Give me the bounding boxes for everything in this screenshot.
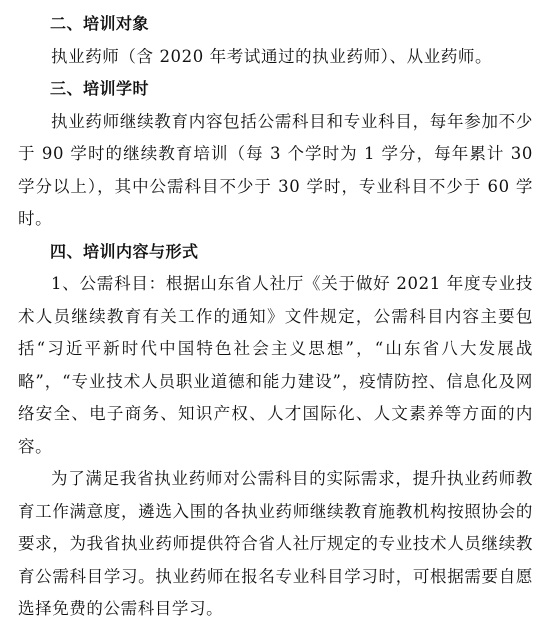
paragraph-training-hours: 执业药师继续教育内容包括公需科目和专业科目，每年参加不少于 90 学时的继续教育培训（每 3 个学时为 1 学分，每年累计 30 学分以上），其中公需科目不少于 30 学时，专业科目不少于 60 学时。 xyxy=(18,111,533,228)
paragraph-training-target: 执业药师（含 2020 年考试通过的执业药师）、从业药师。 xyxy=(51,46,493,66)
section-heading-training-hours: 三、培训学时 xyxy=(50,79,150,98)
section-heading-training-target: 二、培训对象 xyxy=(50,14,150,33)
paragraph-public-subjects-learning: 为了满足我省执业药师对公需科目的实际需求，提升执业药师教育工作满意度，遴选入围的各执业药师继续教育施教机构按照协会的要求，为我省执业药师提供符合省人社厅规定的专业技术人员继续教育公需科目学习。执业药师在报名专业科目学习时，可根据需要自愿选择免费的公需科目学习。 xyxy=(18,469,533,618)
section-heading-training-content: 四、培训内容与形式 xyxy=(50,241,199,261)
paragraph-public-subjects: 1、公需科目：根据山东省人社厅《关于做好 2021 年度专业技术人员继续教育有关工作的通知》文件规定，公需科目内容主要包括“习近平新时代中国特色社会主义思想”，“山东省八大发展战略”，“专业技术人员职业道德和能力建设”，疫情防控、信息化及网络安全、电子商务、知识产权、人才国际化、人文素养等方面的内容。 xyxy=(18,274,533,456)
